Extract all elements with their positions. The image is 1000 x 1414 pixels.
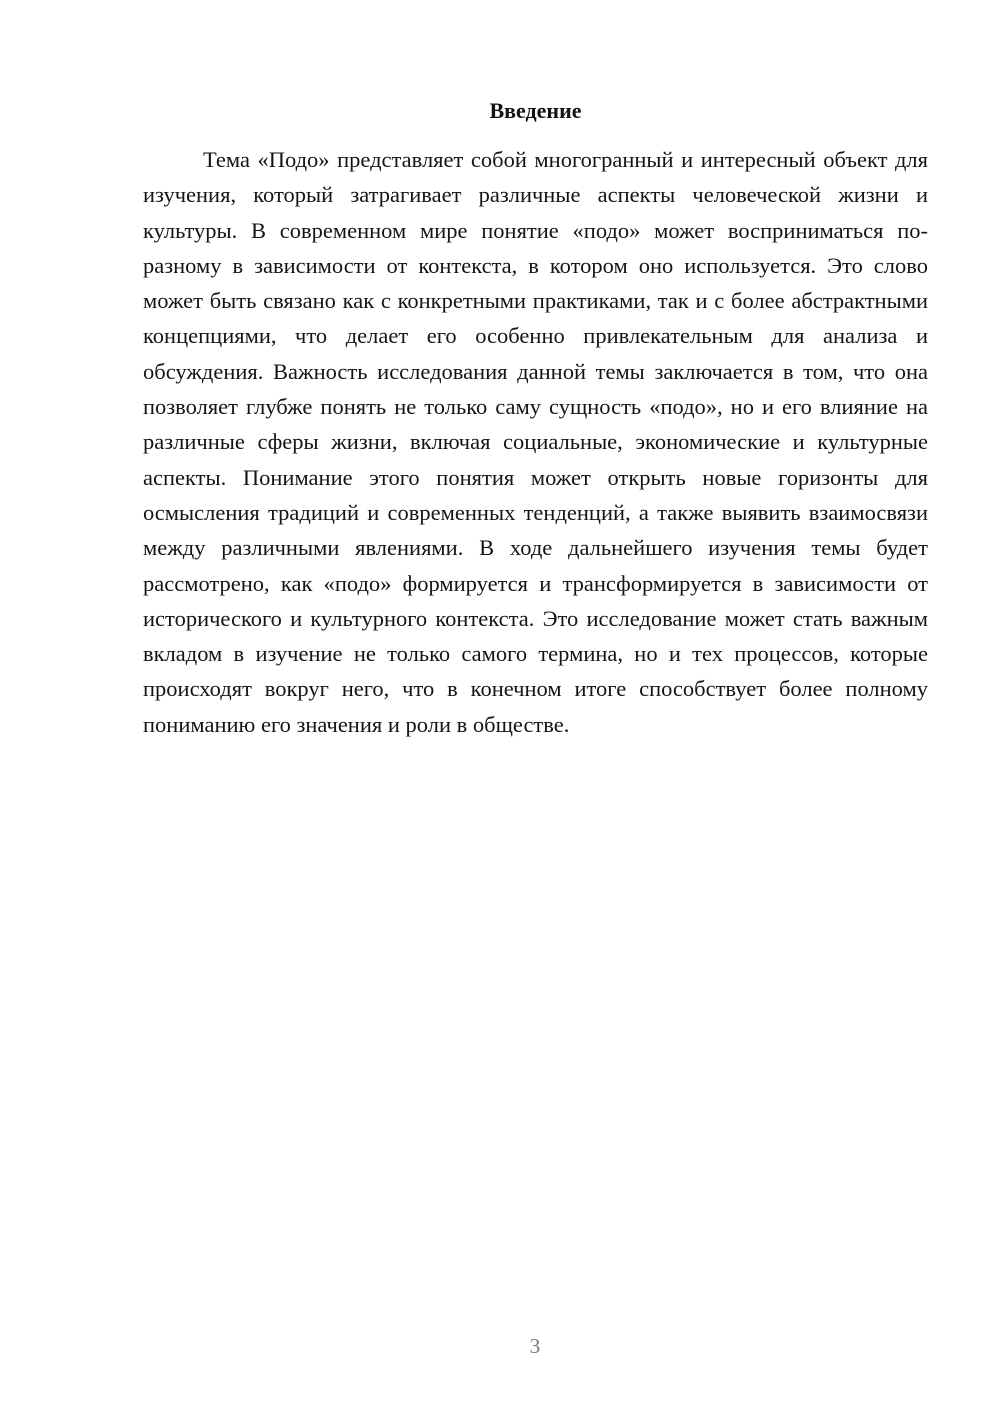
body-paragraph: Тема «Подо» представляет собой многогранный и интересный объект для изучения, который затрагивает различные аспекты человеческой жизни и культуры. В современном мире понятие «подо» может восприниматься по-разному в зависимости от контекста, в котором оно используется. Это слово может быть связано как с конкретными практиками, так и с более абстрактными концепциями, что делает его особенно привлекательным для анализа и обсуждения. Важность исследования данной темы заключается в том, что она позволяет глубже понять не только саму сущность «подо», но и его влияние на различные сферы жизни, включая социальные, экономические и культурные аспекты. Понимание этого понятия может открыть новые горизонты для осмысления традиций и современных тенденций, а также выявить взаимосвязи между различными явлениями. В ходе дальнейшего изучения темы будет рассмотрено, как «подо» формируется и трансформируется в зависимости от исторического и культурного контекста. Это исследование может стать важным вкладом в изучение не только самого термина, но и тех процессов, которые происходят вокруг него, что в конечном итоге способствует более полному пониманию его значения и роли в обществе.	[143, 147, 928, 737]
section-heading: Введение	[489, 98, 582, 123]
page-number: 3	[529, 1334, 541, 1358]
